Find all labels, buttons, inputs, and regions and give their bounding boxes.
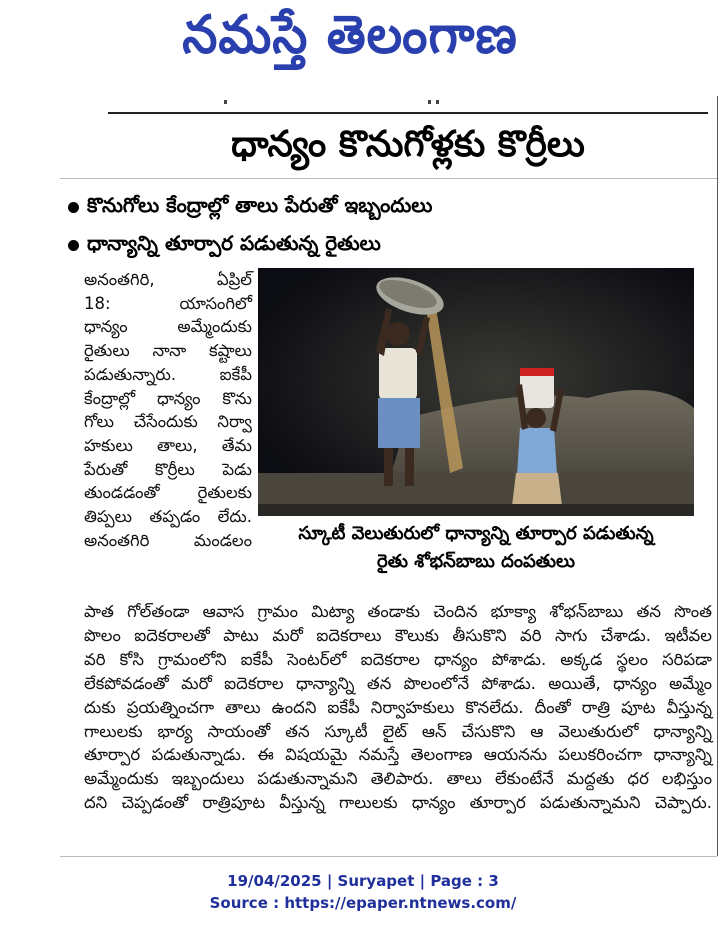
lead-line: కేంద్రాల్లో ధాన్యం కొను: [84, 388, 252, 408]
lead-line: గోలు చేసేందుకు నిర్వా: [84, 412, 252, 432]
masthead-rule-dots: [224, 100, 464, 106]
subheadings: [68, 188, 708, 264]
lead-line: పడుతున్నారు. ఐకేపీ: [84, 364, 252, 384]
article-body: [84, 600, 712, 815]
lead-line: అనంతగిరి మండలం: [84, 530, 252, 550]
subheading-1: [68, 188, 708, 226]
body-line: పాత గోల్‌తండా ఆవాస గ్రామం మిట్యా తండాకు చెందిన భూక్యా శోభన్‌బాబు తన సొంత: [84, 602, 712, 621]
body-line: వరి కోసి గ్రామంలోని ఐకేపీ సెంటర్‌లో ఐదెకరాల ధాన్యం పోశాడు. అక్కడ స్థలం సరిపడా: [84, 649, 712, 669]
masthead-logo: నమస్తే తెలంగాణ: [182, 3, 518, 65]
headline-divider: [60, 178, 717, 179]
lead-line: ధాన్యం అమ్మేందుకు: [84, 317, 252, 337]
lead-paragraph: [84, 268, 252, 552]
lead-line: 18: యాసంగిలో: [84, 293, 252, 313]
masthead-rule: [108, 112, 708, 114]
lead-line: హకులు తాలు, తేమ: [84, 435, 252, 455]
footer-divider: [60, 856, 717, 857]
bullet-icon: [68, 240, 79, 251]
body-line: పొలం ఐదెకరాలతో పాటు మరో ఐదెకరాలు కౌలుకు తీసుకొని వరి సాగు చేశాడు. ఇటీవల: [84, 625, 712, 645]
news-photo: [258, 268, 694, 516]
footer: [0, 870, 726, 914]
subheading-2: [68, 226, 708, 264]
lead-line: అనంతగిరి, ఏప్రిల్: [84, 270, 252, 289]
body-line: లేకపోవడంతో మరో ఐదెకరాల ధాన్యాన్ని తన పొలంలోనే పోశాడు. అయితే, ధాన్యం అమ్మేం: [84, 673, 712, 693]
caption-line: రైతు శోభన్‌బాబు దంపతులు: [377, 551, 575, 572]
body-line: దుకు ప్రయత్నించగా తాలు ఉందని ఐకేపీ నిర్వాహకులు కొనలేదు. దీంతో రాత్రి పూట వీస్తున్న: [84, 697, 712, 717]
lead-line: రైతులు నానా కష్టాలు: [84, 341, 252, 361]
subheading-text: కొనుగోలు కేంద్రాల్లో తాలు పేరుతో ఇబ్బందులు: [87, 192, 433, 217]
lead-line: తుండడంతో రైతులకు: [84, 483, 252, 503]
body-line: దని చెప్పడంతో రాత్రిపూట వీస్తున్న గాలులకు ధాన్యం తూర్పార పడుతున్నామని చెప్పారు.: [84, 793, 712, 813]
body-line: గాలులకు భార్య సాయంతో తన స్కూటీ లైట్ ఆన్ చేసుకొని ఆ వెలుతురులో ధాన్యాన్ని: [84, 721, 712, 741]
caption-line: స్కూటీ వెలుతురులో ధాన్యాన్ని తూర్పార పడుతున్న: [298, 523, 654, 544]
lead-line: తిప్పలు తప్పడం లేదు.: [84, 507, 252, 527]
source-link[interactable]: Source : https://epaper.ntnews.com/: [209, 894, 517, 912]
page-border: [717, 96, 718, 856]
farmer-winnowing-photo: [258, 268, 694, 516]
bullet-icon: [68, 202, 79, 213]
body-line: అమ్మేందుకు ఇబ్బందులు పడుతున్నామని తెలిపారు. తాలు లేకుంటేనే మద్దతు ధర లభిస్తుం: [84, 769, 712, 789]
lead-line: పేరుతో కొర్రీలు పెడు: [84, 459, 252, 479]
subheading-text: ధాన్యాన్ని తూర్పార పడుతున్న రైతులు: [87, 230, 381, 255]
edition-info: 19/04/2025 | Suryapet | Page : 3: [227, 872, 499, 890]
photo-caption: [258, 520, 694, 576]
body-line: తూర్పార పడుతున్నాడు. ఈ విషయమై నమస్తే తెలంగాణ ఆయనను పలుకరించగా ధాన్యాన్ని: [84, 745, 712, 765]
article-headline: ధాన్యం కొనుగోళ్లకు కొర్రీలు: [231, 124, 585, 165]
